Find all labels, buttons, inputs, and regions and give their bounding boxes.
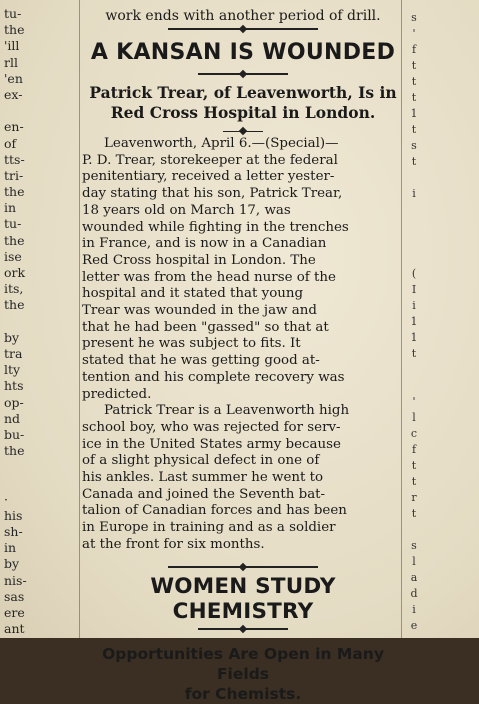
column-fragment: the (4, 22, 25, 38)
column-fragment: the (4, 232, 25, 248)
column-fragment: tts- (4, 151, 25, 167)
column-fragment: ( (411, 267, 417, 280)
column-fragment: tu- (4, 216, 22, 232)
column-fragment: f (411, 443, 417, 456)
column-fragment: · (4, 491, 8, 507)
text-line: Patrick Trear is a Leavenworth high (104, 403, 350, 419)
article-subheadline (82, 644, 404, 704)
text-line: day stating that his son, Patrick Trear, (82, 186, 343, 202)
column-fragment: i (412, 187, 416, 200)
column-fragment: t (411, 123, 417, 136)
column-fragment: e (410, 619, 418, 632)
column-fragment: ant (4, 621, 25, 637)
column-fragment: f (411, 43, 417, 56)
column-fragment: 'ill (4, 38, 20, 54)
subheadline-line: for Chemists. (184, 684, 302, 703)
text-line: 18 years old on March 17, was (82, 202, 291, 218)
column-fragment: by (4, 556, 20, 572)
column-fragment: sh- (4, 524, 23, 539)
column-fragment: tu- (4, 6, 22, 21)
column-fragment: the (4, 297, 25, 313)
text-line: ice in the United States army because (82, 436, 341, 452)
text-line: Canada and joined the Seventh bat- (82, 486, 326, 502)
column-fragment (4, 475, 76, 491)
text-line: Red Cross hospital in London. The (82, 252, 316, 268)
text-line: at the front for six months. (82, 536, 265, 552)
column-fragment: c (410, 427, 418, 440)
column-fragment: 1 (410, 315, 418, 328)
column-fragment: s (411, 11, 417, 24)
decorative-rule (198, 73, 288, 75)
article-headline: WOMEN STUDY CHEMISTRY (150, 573, 336, 624)
column-fragment (404, 250, 424, 266)
column-fragment: 1 (410, 107, 418, 120)
column-fragment (404, 202, 424, 218)
column-fragment (404, 522, 424, 538)
article-paragraph (82, 136, 404, 403)
column-fragment: rll (4, 54, 18, 70)
column-fragment: t (411, 475, 417, 488)
column-fragment: its, (4, 281, 24, 297)
text-line: Trear was wounded in the jaw and (82, 303, 317, 319)
column-fragment: nis- (4, 572, 27, 588)
column-fragment: t (411, 91, 417, 104)
main-column (82, 8, 404, 704)
text-line: Leavenworth, April 6.—(Special)— (104, 136, 339, 151)
column-fragment (4, 103, 76, 119)
column-fragment: his (4, 507, 23, 523)
text-line: that he had been "gassed" so that at (82, 319, 329, 335)
text-line: P. D. Trear, storekeeper at the federal (82, 152, 338, 168)
column-fragment: I (411, 283, 417, 296)
column-fragment: in (4, 200, 17, 216)
text-line: stated that he was getting good at- (82, 353, 320, 369)
text-line: wounded while fighting in the trenches (82, 219, 349, 235)
column-fragment: d (410, 587, 418, 600)
column-fragment: lty (4, 362, 21, 378)
decorative-rule (168, 566, 318, 568)
article-subheadline (82, 83, 404, 123)
column-fragment: s (411, 139, 417, 152)
text-line: talion of Canadian forces and has been (82, 503, 347, 519)
text-line: in Europe in training and as a soldier (82, 520, 336, 536)
column-fragment: s (411, 539, 417, 552)
column-fragment (404, 362, 424, 378)
text-line: hospital and it stated that young (82, 286, 304, 302)
column-fragment: hts (4, 378, 24, 394)
right-column-fragments (404, 10, 424, 634)
column-fragment: nd (4, 410, 21, 426)
left-column-rule (79, 0, 80, 638)
text-line: letter was from the head nurse of the (82, 269, 336, 285)
column-fragment (404, 170, 424, 186)
article-paragraph (82, 403, 404, 553)
text-line: predicted. (82, 386, 152, 402)
column-fragment: t (411, 459, 417, 472)
text-line: penitentiary, received a letter yester- (82, 169, 335, 185)
column-fragment: tra (4, 345, 23, 361)
article-body (82, 136, 404, 554)
previous-article-last-line: work ends with another period of drill. (105, 8, 381, 24)
column-fragment: t (411, 59, 417, 72)
column-fragment: t (411, 155, 417, 168)
column-fragment: t (411, 347, 417, 360)
text-line: school boy, who was rejected for serv- (82, 419, 341, 435)
column-fragment: op- (4, 394, 24, 410)
text-line: in France, and is now in a Canadian (82, 236, 327, 252)
short-rule (223, 131, 263, 132)
column-fragment: r (411, 491, 417, 504)
column-fragment: t (411, 75, 417, 88)
column-fragment (404, 234, 424, 250)
column-fragment (4, 314, 76, 330)
column-fragment: ise (4, 248, 22, 264)
column-fragment: ere (4, 604, 25, 620)
column-fragment: 1 (410, 331, 418, 344)
column-fragment: ex- (4, 86, 23, 102)
decorative-rule (168, 28, 318, 30)
text-line: of a slight physical defect in one of (82, 453, 320, 469)
column-fragment (4, 459, 76, 475)
column-fragment: t (411, 507, 417, 520)
column-fragment: en- (4, 119, 24, 135)
column-fragment: l (412, 555, 416, 568)
article-headline: A KANSAN IS WOUNDED (90, 40, 396, 65)
column-fragment: of (4, 135, 17, 151)
column-fragment: ork (4, 265, 26, 280)
text-line: tention and his complete recovery was (82, 369, 345, 385)
column-fragment: bu- (4, 426, 25, 442)
column-fragment: l (412, 411, 416, 424)
column-fragment: in (4, 540, 17, 556)
text-line: present he was subject to fits. It (82, 336, 301, 352)
column-fragment: the (4, 184, 25, 200)
column-fragment (404, 218, 424, 234)
column-fragment (404, 378, 424, 394)
column-fragment: i (412, 603, 416, 616)
column-fragment: the (4, 443, 25, 459)
column-fragment: sas (4, 588, 25, 604)
decorative-rule (198, 628, 288, 630)
subheadline-line: Patrick Trear, of Leavenworth, Is in (89, 83, 397, 102)
column-fragment: i (412, 299, 416, 312)
text-line: his ankles. Last summer he went to (82, 470, 324, 486)
column-fragment: tri- (4, 167, 24, 183)
column-fragment: 'en (4, 70, 23, 86)
column-fragment: a (410, 571, 418, 584)
column-fragment: ' (412, 27, 416, 40)
subheadline-line: Red Cross Hospital in London. (110, 103, 376, 122)
left-column-fragments (4, 6, 76, 637)
subheadline-line: Opportunities Are Open in Many Fields (102, 644, 384, 683)
column-fragment: by (4, 329, 20, 345)
column-fragment: ' (412, 395, 416, 408)
